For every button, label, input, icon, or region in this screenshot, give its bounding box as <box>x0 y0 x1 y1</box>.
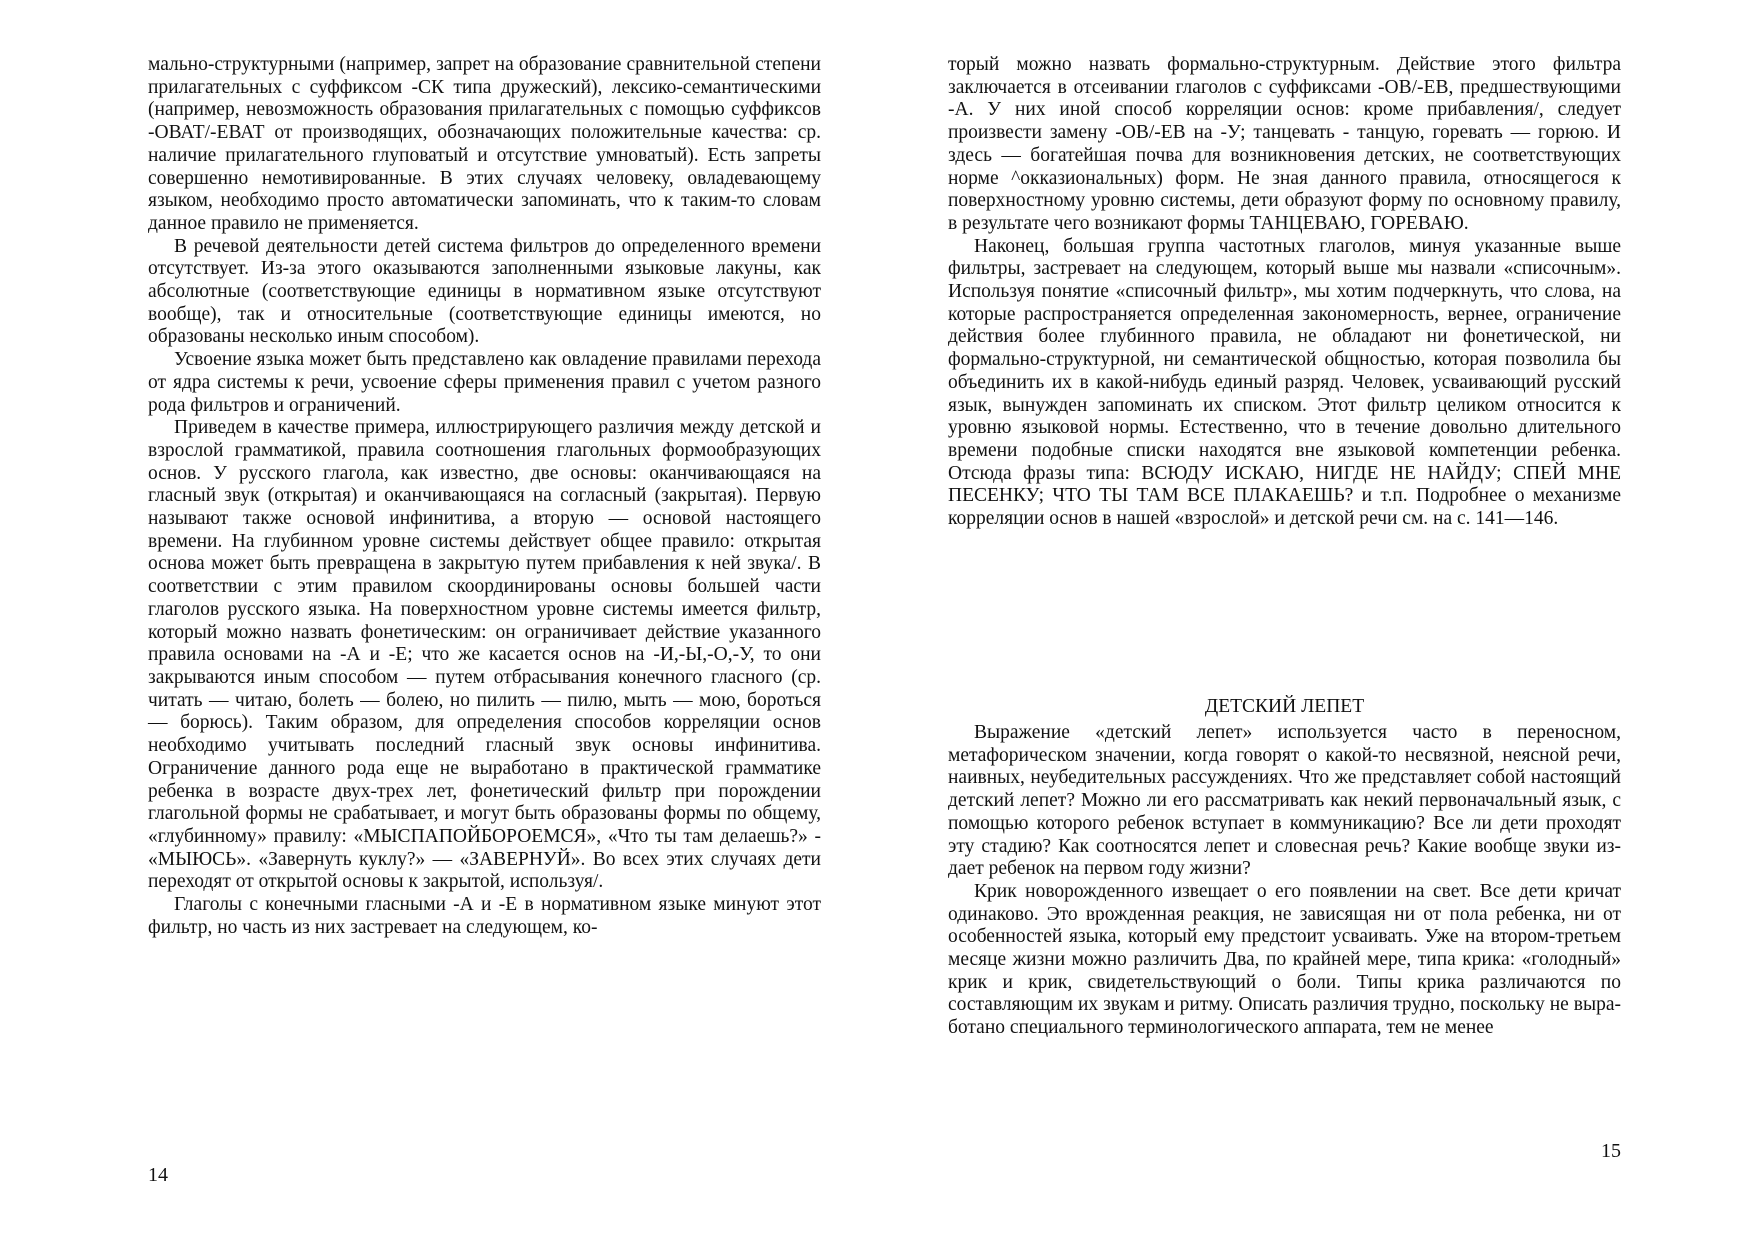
right-page-text <box>948 54 1621 531</box>
page-number: 14 <box>148 1164 168 1186</box>
section-heading: ДЕТСКИЙ ЛЕПЕТ <box>1204 696 1365 717</box>
paragraph: Выражение «детский лепет» используется часто в переносном, метафорическом значении, когда говорят о какой-то несвязной, неясной речи, наивных, неубедительных рассуждениях. Что же представляет собой настоящий детский лепет? Можно ли его рассматривать как некий первоначальный язык, с помощью которого ребенок вступает в коммуникацию? Все ли дети проходят эту стадию? Как соотносятся лепет и словесная речь? Какие вообще звуки издает ребенок на первом году жизни? <box>948 722 1621 880</box>
paragraph: Глаголы с конечными гласными -А и -Е в нормативном языке минуют этот фильтр, но часть из них застревает на следующем, ко- <box>148 894 821 938</box>
paragraph: В речевой деятельности детей система фильтров до определенного времени отсутствует. Из-за этого оказываются заполненными языковые лакуны, как абсолютные (соответствующие единицы в нормативном языке отсутствуют вообще), так и относительные (соответствующие единицы имеются, но образованы несколько иным способом). <box>148 235 821 348</box>
page-number: 15 <box>1601 1140 1621 1162</box>
paragraph: Крик новорожденного извещает о его появлении на свет. Все дети кричат одинаково. Это врожденная реакция, не зависящая ни от пола ребенка, ни от особенностей языка, который ему предстоит усваивать. Уже на втором-третьем месяце жизни можно различить Два, по крайней мере, типа крика: «голодный» крик и крик, свидетельствующий о боли. Типы крика различаются по составляющим их звукам и ритму. Описать различия трудно, поскольку не выработано специального терминологического аппарата, тем не менее <box>948 880 1621 1039</box>
paragraph: Приведем в качестве примера, иллюстрирующего различия между детской и взрослой грамматикой, правила соотношения глагольных формообразующих основ. У русского глагола, как известно, две основы: оканчивающаяся на гласный звук (открытая) и оканчивающаяся на согласный (закрытая). Первую называют также основой инфинитива, а вторую — основой настоящего времени. На глубинном уровне системы действует общее правило: открытая основа может быть превращена в закрытую путем прибавления к ней звука/. В соответствии с этим правилом скоординированы основы большей части глаголов русского языка. На поверхностном уровне системы имеется фильтр, который можно назвать фонетическим: он ограничивает действие указанного правила основами на -А и -Е; что же касается основ на -И,-Ы,-О,-У, то они закрываются иным способом — путем отбрасывания конечного гласного (ср. читать — читаю, болеть — болею, но пилить — пилю, мыть — мою, бороться — борюсь). Таким образом, для определения способов корреляции основ необходимо учитывать последний гласный звук основы инфинитива. Ограничение данного рода еще не выработано в практической грамматике ребенка в возрасте двух-трех лет, фонетический фильтр при порождении глагольной формы не срабатывает, и могут быть образованы формы по общему, «глубинному» правилу: «МЫСПАПОЙБОРОЕМСЯ», «Что ты там делаешь?» - «МЫЮСЬ». «Завернуть куклу?» — «ЗАВЕРНУЙ». Во всех этих случаях дети переходят от открытой основы к закрытой, используя/. <box>148 417 821 893</box>
paragraph: торый можно назвать формально-структурным. Действие этого фильтра заключается в отсеивании глаголов с суффиксами -ОВ/-ЕВ, предшествующими -А. У них иной способ корреляции основ: кроме прибавления/, следует произвести замену -ОВ/-ЕВ на -У; танцевать - танцую, горевать — горюю. И здесь — богатейшая почва для возникновения детских, не соответствующих норме ^окказиональных) форм. Не зная данного правила, относящегося к поверхностному уровню системы, дети образуют форму по основному правилу, в результате чего возникают формы ТАНЦЕВАЮ, ГОРЕВАЮ. <box>948 54 1621 234</box>
paragraph: Наконец, большая группа частотных глаголов, минуя указанные выше фильтры, застревает на следующем, который выше мы назвали «списочным». Используя понятие «списочный фильтр», мы хотим подчеркнуть, что слова, на которые распространяется определенная закономерность, вернее, ограничение действия более глубинного правила, не обладают ни фонетической, ни формально-структурной, ни семантической общностью, которая позволила бы объединить их в какой-нибудь единый разряд. Человек, усваивающий русский язык, вынужден запоминать их списком. Этот фильтр целиком относится к уровню языковой нормы. Естественно, что в течение довольно длительного времени подобные списки находятся вне языковой компетенции ребенка. Отсюда фразы типа: ВСЮДУ ИСКАЮ, НИГДЕ НЕ НАЙДУ; СПЕЙ МНЕ ПЕСЕНКУ; ЧТО ТЫ ТАМ ВСЕ ПЛАКАЕШЬ? и т.п. Подробнее о механизме корреляции основ в нашей «взрослой» и детской речи см. на с. 141—146. <box>948 235 1621 530</box>
paragraph: Усвоение языка может быть представлено как овладение правилами перехода от ядра системы к речи, усвоение сферы применения правил с учетом разного рода фильтров и ограничений. <box>148 349 821 416</box>
left-page-text <box>148 54 821 939</box>
section-text <box>948 722 1621 1040</box>
right-page <box>948 0 1621 1241</box>
left-page <box>148 0 821 1241</box>
paragraph: мально-структурными (например, запрет на образование сравнительной степени прилагательных с суффиксом -СК типа дружеский), лексико-семантическими (например, невозможность образования прилагательных с помощью суффиксов -ОВАТ/-ЕВАТ от производящих, обозначающих положительные качества: ср. наличие прилагательного глуповатый и отсутствие умноватый). Есть запреты совершенно немотивированные. В этих случаях человеку, овладевающему языком, необходимо просто автоматически запоминать, что к таким-то словам данное правило не применяется. <box>148 54 821 234</box>
